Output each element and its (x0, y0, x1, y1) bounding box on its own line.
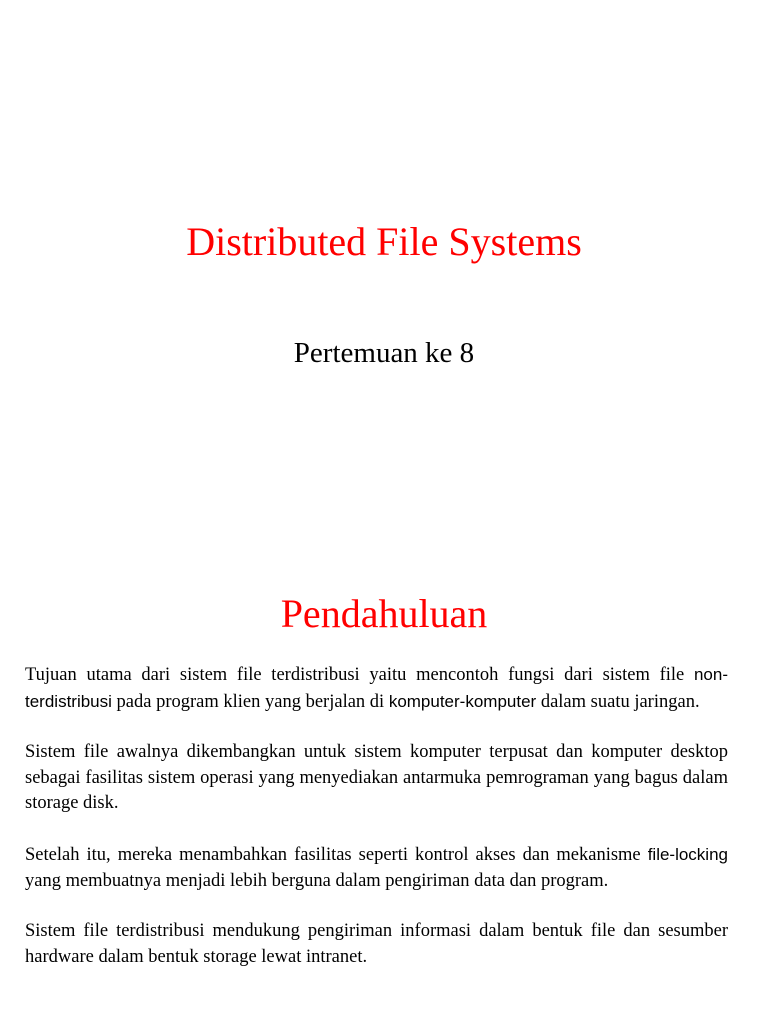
paragraph-2: Sistem file awalnya dikembangkan untuk sistem komputer terpusat dan komputer desktop sebagai fasilitas sistem operasi yang menyediakan antarmuka pemrograman yang bagus dalam storage disk. (25, 742, 728, 814)
slide-body (25, 662, 728, 995)
slide-title: Distributed File Systems (186, 219, 582, 264)
term-file-locking: file-locking (647, 844, 728, 864)
content-slide (0, 580, 768, 1024)
slide-subtitle: Pertemuan ke 8 (293, 337, 475, 369)
term-komputer-komputer: komputer-komputer (388, 691, 537, 711)
paragraph-1-text-b: pada program klien yang berjalan di (111, 691, 389, 712)
term-non-terdistribusi: non-terdistribusi (25, 665, 728, 711)
paragraph-1-text-a: Tujuan utama dari sistem file terdistribusi yaitu mencontoh fungsi dari sistem file (25, 665, 694, 685)
paragraph-3-text-b: yang membuatnya menjadi lebih berguna dalam pengiriman data dan program. (25, 870, 609, 891)
paragraph-3-text-a: Setelah itu, mereka menambahkan fasilitas seperti kontrol akses dan mekanisme (25, 844, 648, 865)
section-title: Pendahuluan (280, 591, 488, 636)
paragraph-3 (25, 842, 728, 894)
paragraph-1-text-c: dalam suatu jaringan. (536, 691, 700, 712)
paragraph-1 (25, 662, 728, 715)
paragraph-4: Sistem file terdistribusi mendukung pengiriman informasi dalam bentuk file dan sesumber hardware dalam bentuk storage lewat intranet. (25, 921, 728, 967)
